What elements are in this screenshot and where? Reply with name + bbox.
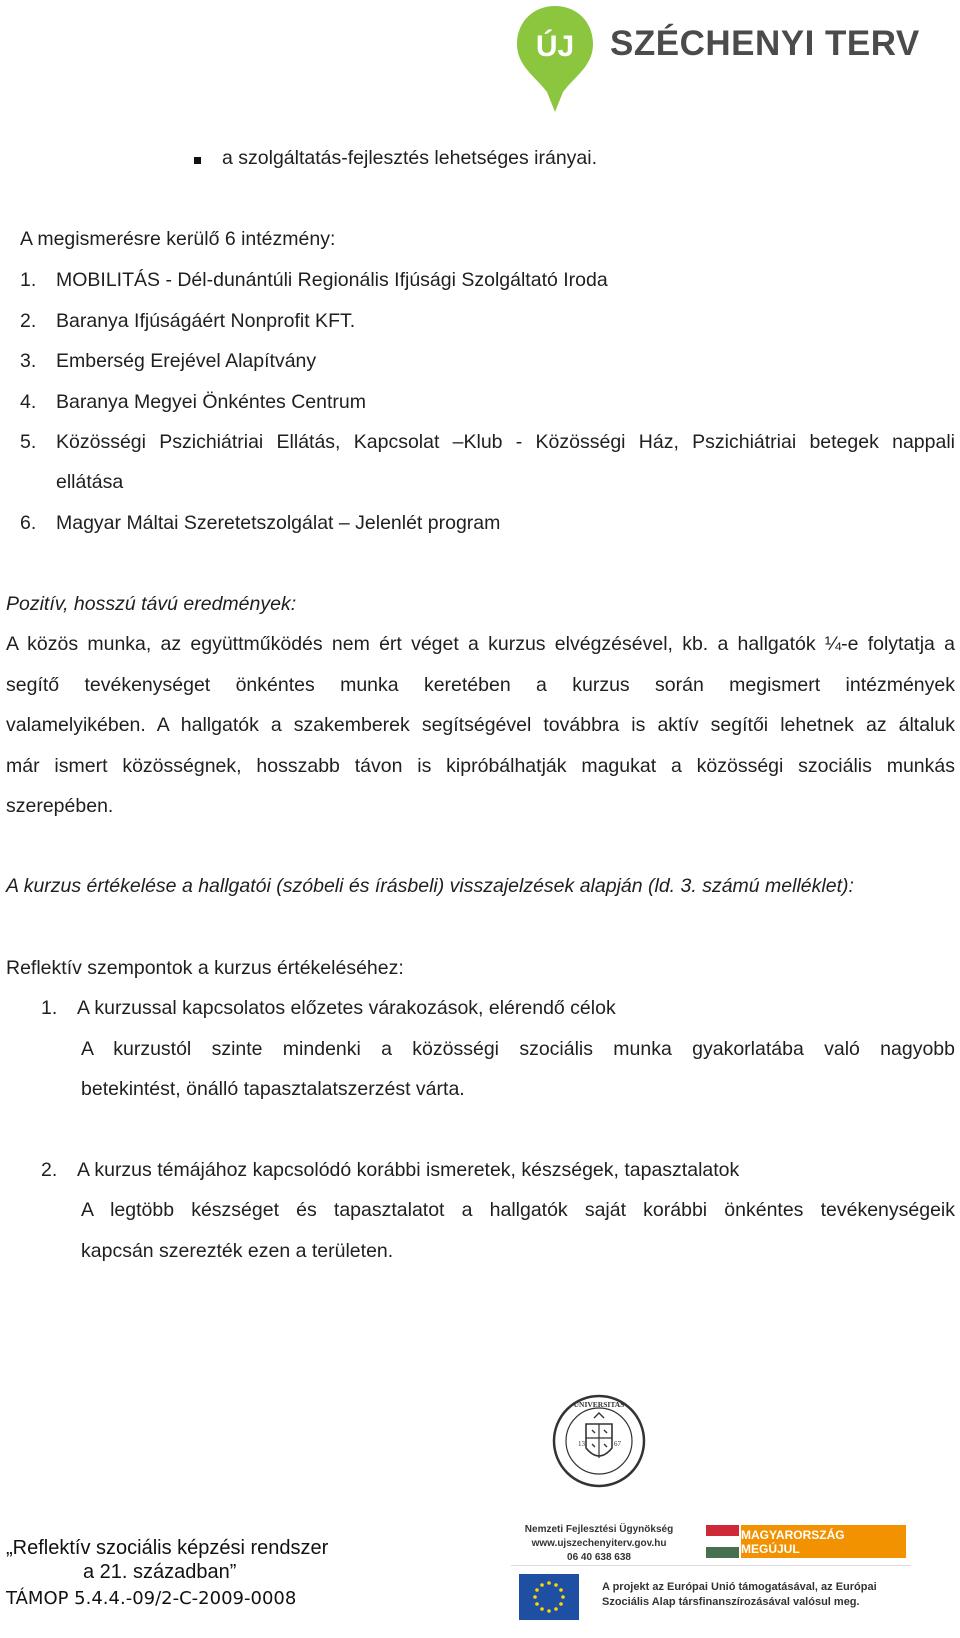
list-number: 2. (41, 1159, 58, 1181)
paragraph-line: szerepében. (6, 795, 114, 817)
list-number: 5. (20, 431, 37, 453)
eu-funding-line1: A projekt az Európai Unió támogatásával, az Európai (602, 1581, 877, 1593)
list-number: 1. (20, 269, 37, 291)
szechenyi-terv-logo-pin (515, 4, 595, 114)
list-number: 1. (41, 997, 58, 1019)
footer-project-title: „Reflektív szociális képzési rendszer (6, 1537, 329, 1559)
list-item: Közösségi Pszichiátriai Ellátás, Kapcsolat –Klub - Közösségi Ház, Pszichiátriai betegek nappali (56, 431, 955, 453)
list-item: MOBILITÁS - Dél-dunántúli Regionális Ifjúsági Szolgáltató Iroda (56, 269, 608, 291)
reflective-heading: Reflektív szempontok a kurzus értékeléséhez: (6, 957, 404, 979)
paragraph-line: betekintést, önálló tapasztalatszerzést várta. (81, 1078, 465, 1100)
paragraph-line: segítő tevékenységet önkéntes munka keretében a kurzus során megismert intézmények (6, 674, 955, 696)
footer-project-code: TÁMOP 5.4.4.-09/2-C-2009-0008 (6, 1588, 297, 1609)
square-bullet-icon (194, 157, 201, 164)
hungarian-flag-icon (706, 1525, 739, 1558)
reflective-item-title: A kurzus témájához kapcsolódó korábbi ismeretek, készségek, tapasztalatok (77, 1159, 740, 1181)
paragraph-line: A közös munka, az együttműködés nem ért véget a kurzus elvégzésével, kb. a hallgatók ¼-e folytatja a (6, 633, 955, 655)
list-number: 4. (20, 391, 37, 413)
svg-text:13: 13 (578, 1440, 585, 1448)
agency-web: www.ujszechenyiterv.gov.hu (531, 1538, 667, 1549)
list-number: 2. (20, 310, 37, 332)
university-seal (552, 1394, 646, 1488)
list-item: Emberség Erejével Alapítvány (56, 350, 317, 372)
logo-pin-text: ÚJ (535, 30, 575, 63)
bullet-item: a szolgáltatás-fejlesztés lehetséges irányai. (222, 147, 598, 169)
list-item: Magyar Máltai Szeretetszolgálat – Jelenlét program (56, 512, 501, 534)
list-number: 6. (20, 512, 37, 534)
eu-funding-line2: Szociális Alap társfinanszírozásával valósul meg. (602, 1596, 860, 1608)
agency-name: Nemzeti Fejlesztési Ügynökség (524, 1524, 674, 1535)
list-item-continuation: ellátása (56, 471, 124, 493)
evaluation-heading: A kurzus értékelése a hallgatói (szóbeli és írásbeli) visszajelzések alapján (ld. 3. számú melléklet): (6, 875, 854, 897)
paragraph-line: valamelyikében. A hallgatók a szakemberek segítségével továbbra is aktív segítői lehetnek az általuk (6, 714, 955, 736)
svg-text:67: 67 (614, 1440, 621, 1448)
agency-info (519, 1523, 679, 1565)
svg-text:UNIVERSITAS: UNIVERSITAS (573, 1400, 625, 1409)
paragraph-line: már ismert közösségnek, hosszabb távon is kipróbálhatják magukat a közösségi szociális munkás (6, 755, 955, 777)
logo-title: SZÉCHENYI TERV (610, 24, 920, 63)
reflective-item-title: A kurzussal kapcsolatos előzetes várakozások, elérendő célok (77, 997, 616, 1019)
eu-flag-icon (519, 1574, 579, 1620)
paragraph-line: kapcsán szerezték ezen a területen. (81, 1240, 394, 1262)
list-number: 3. (20, 350, 37, 372)
list-item: Baranya Ifjúságáért Nonprofit KFT. (56, 310, 356, 332)
magyarorszag-megujul-badge: MAGYARORSZÁG MEGÚJUL (741, 1525, 906, 1558)
footer-project-title-line2: a 21. században” (83, 1561, 237, 1583)
paragraph-line: A legtöbb készséget és tapasztalatot a hallgatók saját korábbi önkéntes tevékenységeik (81, 1199, 955, 1221)
results-heading: Pozitív, hosszú távú eredmények: (6, 593, 297, 615)
institutions-intro: A megismerésre kerülő 6 intézmény: (20, 228, 336, 250)
eu-funding-note (602, 1580, 877, 1610)
agency-phone: 06 40 638 638 (567, 1552, 631, 1563)
list-item: Baranya Megyei Önkéntes Centrum (56, 391, 366, 413)
paragraph-line: A kurzustól szinte mindenki a közösségi szociális munka gyakorlatába való nagyobb (81, 1038, 955, 1060)
footer-divider (511, 1565, 911, 1566)
